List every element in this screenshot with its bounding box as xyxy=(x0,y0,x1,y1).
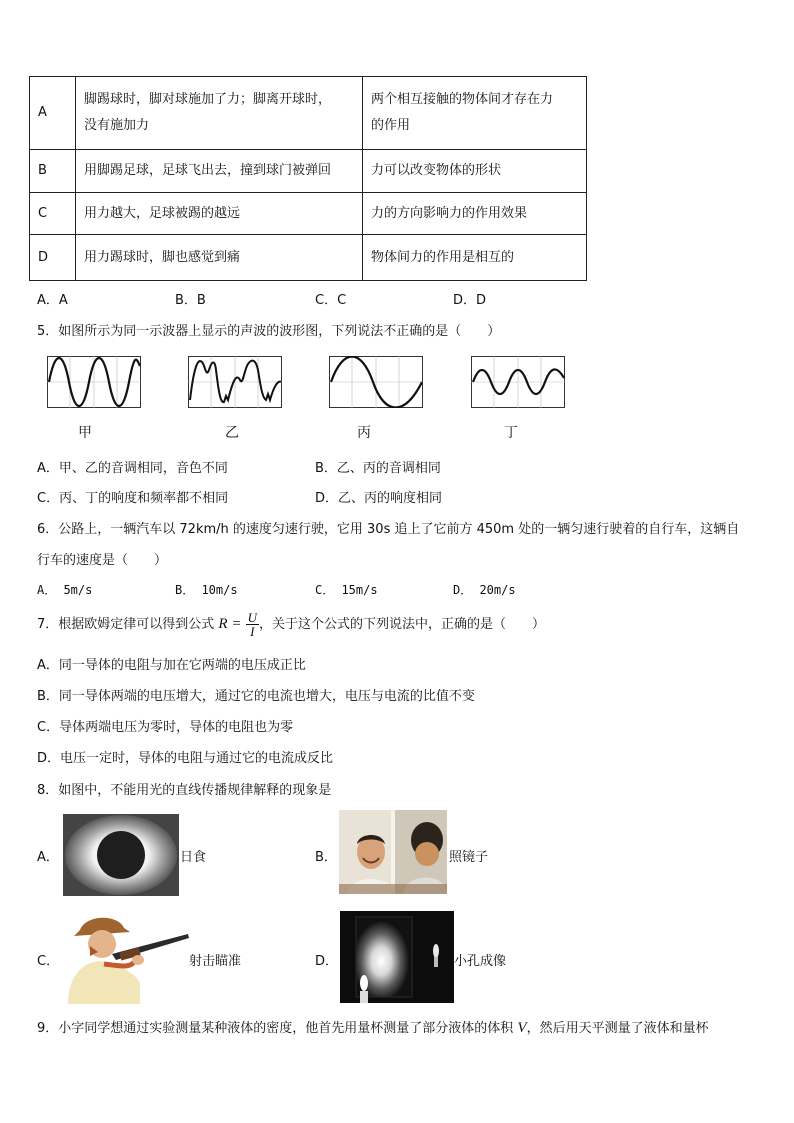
waveform-yi xyxy=(188,356,282,408)
q8-stem: 8．如图中，不能用光的直线传播规律解释的现象是 xyxy=(37,783,332,798)
q7-option-b[interactable]: B．同一导体两端的电压增大，通过它的电流也增大，电压与电流的比值不变 xyxy=(37,689,475,704)
q7-option-a[interactable]: A．同一导体的电阻与加在它两端的电压成正比 xyxy=(37,658,306,673)
label-ding: 丁 xyxy=(504,425,518,441)
table-row xyxy=(30,193,587,235)
row-conclusion: 物体间力的作用是相互的 xyxy=(363,235,587,281)
waveform-bing xyxy=(329,356,423,408)
q7-option-d[interactable]: D．电压一定时，导体的电阻与通过它的电流成反比 xyxy=(37,751,334,766)
q8-caption-a: 日食 xyxy=(180,850,207,865)
pinhole-image xyxy=(340,911,454,1003)
row-phenomenon: 用脚踢足球，足球飞出去，撞到球门被弹回 xyxy=(76,150,363,193)
label-bing: 丙 xyxy=(357,425,371,441)
row-conclusion: 两个相互接触的物体间才存在力 的作用 xyxy=(363,77,587,150)
q8-caption-b: 照镜子 xyxy=(449,850,489,865)
row-conclusion: 力的方向影响力的作用效果 xyxy=(363,193,587,235)
row-key: B xyxy=(30,150,76,193)
formula-denominator: I xyxy=(250,624,255,639)
q5-stem: 5．如图所示为同一示波器上显示的声波的波形图，下列说法不正确的是（ ） xyxy=(37,324,501,339)
waveform-jia xyxy=(47,356,141,408)
table-row xyxy=(30,235,587,281)
q6-stem-line2: 行车的速度是（ ） xyxy=(37,553,168,568)
q4-option-d[interactable]: D．D xyxy=(453,293,487,308)
shooting-image xyxy=(60,912,190,1004)
q6-option-b[interactable]: B． 10m/s xyxy=(175,583,238,597)
label-yi: 乙 xyxy=(225,425,239,441)
q8-option-a-key[interactable]: A． xyxy=(37,850,59,865)
q5-option-d[interactable]: D．乙、丙的响度相同 xyxy=(315,491,443,506)
q9-stem: 9．小字同学想通过实验测量某种液体的密度，他首先用量杯测量了部分液体的体积 V，然后用天平测量了液体和量杯 xyxy=(37,1020,709,1036)
q4-option-a[interactable]: A．A xyxy=(37,293,68,308)
formula-lhs: R = xyxy=(218,616,242,632)
q8-option-b-key[interactable]: B． xyxy=(315,850,337,865)
q7-option-c[interactable]: C．导体两端电压为零时，导体的电阻也为零 xyxy=(37,720,294,735)
formula-numerator: U xyxy=(247,610,257,625)
row-key: D xyxy=(30,235,76,281)
q6-option-c[interactable]: C． 15m/s xyxy=(315,583,378,597)
row-conclusion: 力可以改变物体的形状 xyxy=(363,150,587,193)
q8-caption-d: 小孔成像 xyxy=(454,954,507,969)
q5-option-b[interactable]: B．乙、丙的音调相同 xyxy=(315,461,441,476)
q6-option-a[interactable]: A． 5m/s xyxy=(37,583,93,597)
row-key: A xyxy=(30,77,76,150)
row-phenomenon: 脚踢球时，脚对球施加了力；脚离开球时， 没有施加力 xyxy=(76,77,363,150)
mirror-image xyxy=(339,810,447,894)
row-phenomenon: 用力越大，足球被踢的越远 xyxy=(76,193,363,235)
q7-stem: 7．根据欧姆定律可以得到公式 R = $\frac{U}{I}$ ，关于这个公式的下列说法中，正确的是（ ） xyxy=(37,610,546,639)
volume-variable: V xyxy=(517,1020,527,1036)
formula-fraction xyxy=(246,611,259,638)
waveform-ding xyxy=(471,356,565,408)
label-jia: 甲 xyxy=(78,425,92,441)
table-row xyxy=(30,77,587,150)
solar-eclipse-image xyxy=(63,814,179,896)
q5-option-a[interactable]: A．甲、乙的音调相同，音色不同 xyxy=(37,461,228,476)
row-phenomenon: 用力踢球时，脚也感觉到痛 xyxy=(76,235,363,281)
q4-table xyxy=(29,76,587,281)
q8-caption-c: 射击瞄准 xyxy=(189,954,242,969)
q6-stem-line1: 6．公路上，一辆汽车以 72km/h 的速度匀速行驶，它用 30s 追上了它前方 450m 处的一辆匀速行驶着的自行车，这辆自 xyxy=(37,522,740,537)
q4-option-c[interactable]: C．C xyxy=(315,293,347,308)
q5-option-c[interactable]: C．丙、丁的响度和频率都不相同 xyxy=(37,491,229,506)
q6-option-d[interactable]: D． 20m/s xyxy=(453,583,516,597)
q8-option-c-key[interactable]: C． xyxy=(37,954,60,969)
row-key: C xyxy=(30,193,76,235)
q4-option-b[interactable]: B．B xyxy=(175,293,206,308)
table-row xyxy=(30,150,587,193)
q8-option-d-key[interactable]: D． xyxy=(315,954,339,969)
